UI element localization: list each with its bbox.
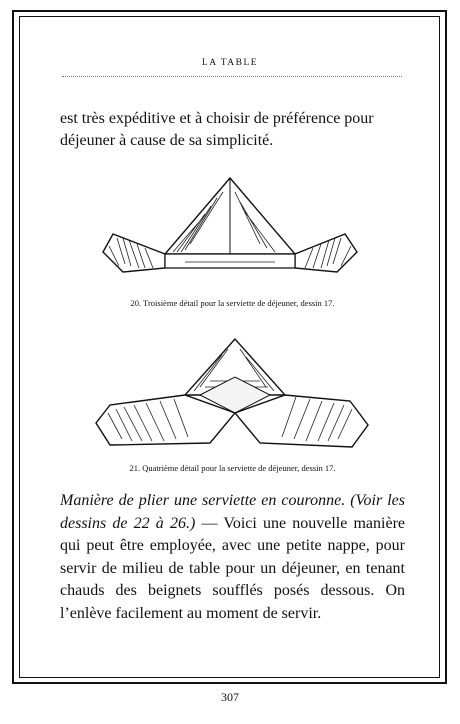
paragraph-bottom	[60, 490, 405, 625]
figure-20-napkin-illustration	[95, 172, 365, 282]
header-divider	[62, 76, 402, 77]
figure-reference: (Voir les dessins de 22 à 26.)	[60, 492, 405, 532]
paragraph-body: — Voici une nouvelle manière qui peut être employée, avec une petite nappe, pour servir de milieu de table pour un déjeuner, en tenant chauds des beignets soufflés posés dessous. On l’enlève facilement au moment de servir.	[60, 514, 406, 622]
running-head: LA TABLE	[201, 58, 259, 68]
figure-20-caption: 20. Troisième détail pour la serviette de déjeuner, dessin 17.	[130, 298, 335, 308]
figure-21-napkin-illustration	[90, 335, 375, 455]
page-number: 307	[221, 690, 239, 704]
section-title: Manière de plier une serviette en couronne.	[60, 492, 346, 509]
paragraph-top: est très expéditive et à choisir de préférence pour déjeuner à cause de sa simplicité.	[60, 110, 374, 149]
figure-21-caption: 21. Quatrième détail pour la serviette de déjeuner, dessin 17.	[129, 463, 336, 473]
